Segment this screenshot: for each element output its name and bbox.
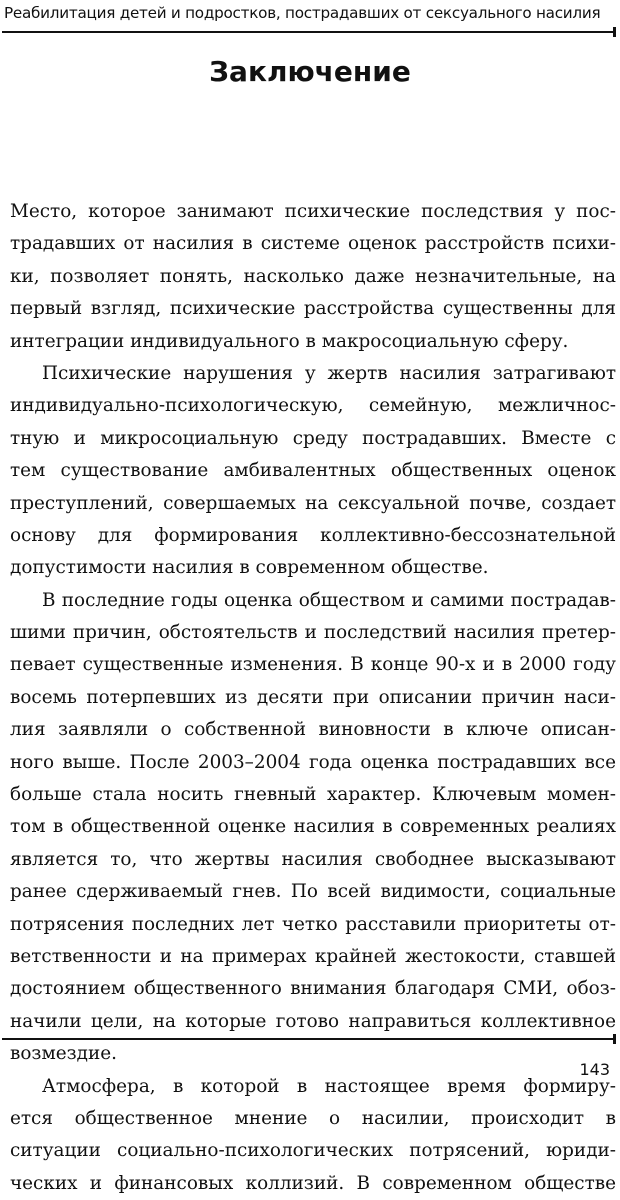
text-line: первый взгляд, психические расстройства существенны для (10, 298, 616, 320)
text-line: ки, позволяет понять, насколько даже незначительные, на (10, 265, 616, 287)
text-line: является то, что жертвы насилия свободнее высказывают (10, 848, 616, 870)
text-line: индивидуально-психологическую, семейную, межличнос- (10, 395, 616, 417)
text-line: основу для формирования коллективно-бессознательной (10, 524, 616, 546)
text-line: ситуации социально-психологических потрясений, юриди- (10, 1140, 616, 1162)
text-line: больше стала носить гневный характер. Ключевым момен- (10, 784, 616, 806)
text-line: возмездие. (10, 1043, 117, 1065)
text-line: допустимости насилия в современном обществе. (10, 557, 489, 579)
text-line: тем существование амбивалентных общественных оценок (10, 460, 616, 482)
text-line: шими причин, обстоятельств и последствий насилия претер- (10, 622, 616, 644)
text-line: интеграции индивидуального в макросоциальную сферу. (10, 330, 569, 352)
text-line: ранее сдерживаемый гнев. По всей видимости, социальные (10, 881, 616, 903)
text-line: ветственности и на примерах крайней жестокости, ставшей (10, 945, 616, 967)
text-line: потрясения последних лет четко расставили приоритеты от- (10, 913, 616, 935)
text-line: ческих и финансовых коллизий. В современном обществе (10, 1172, 616, 1194)
text-line: начили цели, на которые готово направиться коллективное (10, 1010, 616, 1032)
text-line: певает существенные изменения. В конце 90-х и в 2000 году (10, 654, 616, 676)
text-line: достоянием общественного внимания благодаря СМИ, обоз- (10, 978, 616, 1000)
footer-rule (2, 1038, 614, 1040)
text-line: Психические нарушения у жертв насилия затрагивают (42, 362, 616, 384)
text-line: традавших от насилия в системе оценок расстройств психи- (10, 233, 616, 255)
running-header: Реабилитация детей и подростков, пострадавших от сексуального насилия (4, 4, 601, 22)
chapter-title: Заключение (209, 55, 411, 88)
text-line: ного выше. После 2003–2004 года оценка пострадавших все (10, 751, 616, 773)
text-line: Место, которое занимают психические последствия у пос- (10, 201, 616, 222)
header-rule (2, 31, 614, 33)
page-number: 143 (579, 1060, 610, 1079)
text-line: В последние годы оценка обществом и самими пострадав- (42, 589, 616, 611)
text-line: Атмосфера, в которой в настоящее время формиру- (42, 1075, 616, 1097)
text-line: преступлений, совершаемых на сексуальной почве, создает (10, 492, 616, 514)
body-text (0, 196, 620, 1200)
text-line: лия заявляли о собственной виновности в ключе описан- (10, 719, 616, 741)
text-line: тную и микросоциальную среду пострадавших. Вместе с (10, 427, 616, 449)
text-line: том в общественной оценке насилия в современных реалиях (10, 816, 616, 838)
text-line: восемь потерпевших из десяти при описании причин наси- (10, 686, 616, 708)
text-line: ется общественное мнение о насилии, происходит в (10, 1107, 616, 1129)
